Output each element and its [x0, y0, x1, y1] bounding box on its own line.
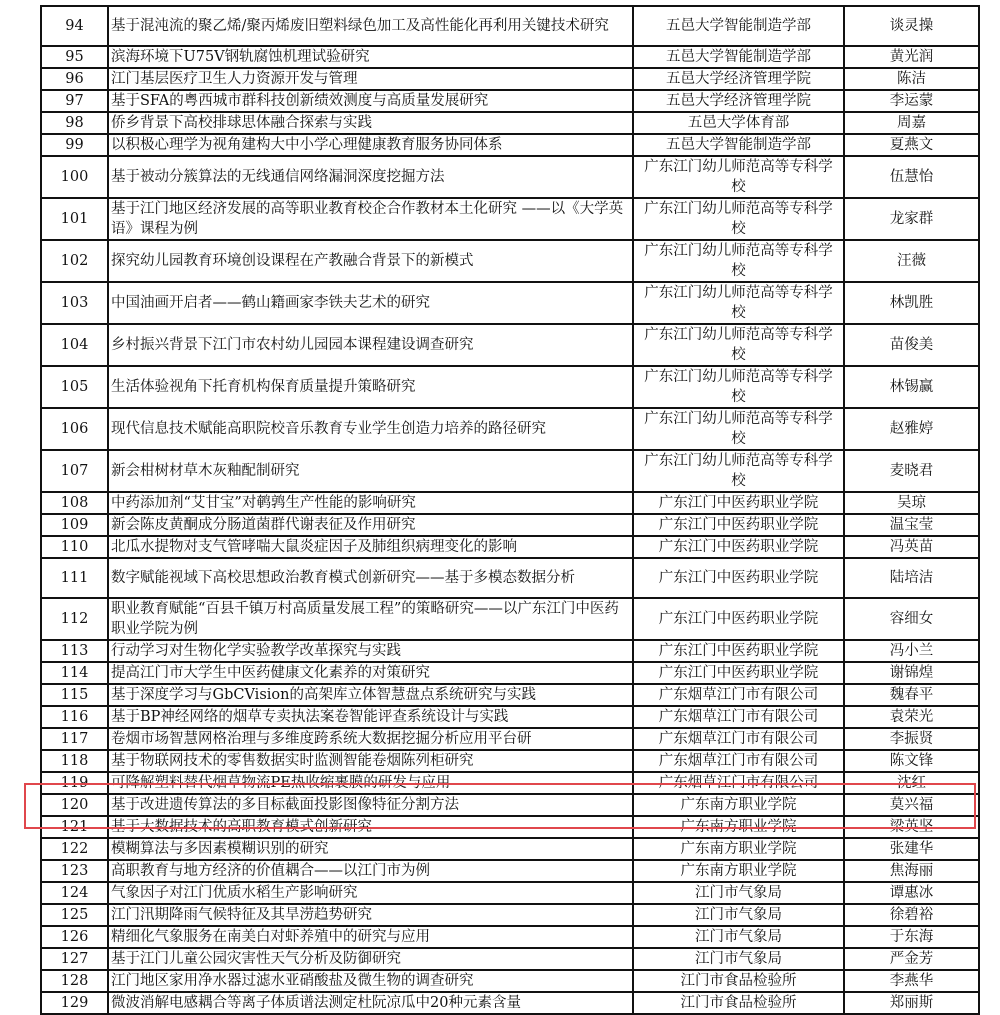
table-row [41, 558, 979, 598]
project-title: 职业教育赋能“百县千镇万村高质量发展工程”的策略研究——以广东江门中医药职业学院为例 [108, 598, 633, 640]
table-row [41, 408, 979, 450]
table-body [41, 6, 979, 1014]
project-title: 精细化气象服务在南美白对虾养殖中的研究与应用 [108, 926, 633, 948]
institution: 广东南方职业学院 [633, 794, 844, 816]
leader-name: 谢锦煌 [844, 662, 979, 684]
institution: 广东江门中医药职业学院 [633, 492, 844, 514]
table-row [41, 662, 979, 684]
row-number: 118 [41, 750, 108, 772]
leader-name: 谭惠冰 [844, 882, 979, 904]
row-number: 114 [41, 662, 108, 684]
leader-name: 温宝莹 [844, 514, 979, 536]
project-title: 基于改进遗传算法的多目标截面投影图像特征分割方法 [108, 794, 633, 816]
row-number: 103 [41, 282, 108, 324]
table-row [41, 598, 979, 640]
leader-name: 苗俊美 [844, 324, 979, 366]
row-number: 97 [41, 90, 108, 112]
row-number: 105 [41, 366, 108, 408]
table-row [41, 198, 979, 240]
leader-name: 赵雅婷 [844, 408, 979, 450]
institution: 广东南方职业学院 [633, 860, 844, 882]
leader-name: 汪薇 [844, 240, 979, 282]
table-row [41, 860, 979, 882]
leader-name: 李振贤 [844, 728, 979, 750]
leader-name: 黄光润 [844, 46, 979, 68]
leader-name: 焦海丽 [844, 860, 979, 882]
table-row [41, 706, 979, 728]
row-number: 113 [41, 640, 108, 662]
row-number: 108 [41, 492, 108, 514]
leader-name: 于东海 [844, 926, 979, 948]
leader-name: 周嘉 [844, 112, 979, 134]
row-number: 100 [41, 156, 108, 198]
row-number: 125 [41, 904, 108, 926]
leader-name: 伍慧怡 [844, 156, 979, 198]
project-title: 基于深度学习与GbCVision的高架库立体智慧盘点系统研究与实践 [108, 684, 633, 706]
table-row [41, 134, 979, 156]
institution: 广东烟草江门市有限公司 [633, 706, 844, 728]
institution: 广东江门幼儿师范高等专科学校 [633, 408, 844, 450]
institution: 广东江门幼儿师范高等专科学校 [633, 240, 844, 282]
row-number: 129 [41, 992, 108, 1014]
table-row [41, 684, 979, 706]
row-number: 123 [41, 860, 108, 882]
row-number: 127 [41, 948, 108, 970]
institution: 广东江门幼儿师范高等专科学校 [633, 156, 844, 198]
project-title: 提高江门市大学生中医药健康文化素养的对策研究 [108, 662, 633, 684]
row-number: 102 [41, 240, 108, 282]
institution: 广东烟草江门市有限公司 [633, 728, 844, 750]
row-number: 117 [41, 728, 108, 750]
leader-name: 林锡赢 [844, 366, 979, 408]
table-row [41, 728, 979, 750]
row-number: 106 [41, 408, 108, 450]
row-number: 109 [41, 514, 108, 536]
table-row [41, 882, 979, 904]
row-number: 111 [41, 558, 108, 598]
institution: 江门市食品检验所 [633, 992, 844, 1014]
institution: 广东南方职业学院 [633, 838, 844, 860]
table-row [41, 324, 979, 366]
institution: 广东江门中医药职业学院 [633, 536, 844, 558]
table-row [41, 640, 979, 662]
leader-name: 莫兴福 [844, 794, 979, 816]
institution: 五邑大学智能制造学部 [633, 46, 844, 68]
institution: 广东江门幼儿师范高等专科学校 [633, 324, 844, 366]
project-title: 行动学习对生物化学实验教学改革探究与实践 [108, 640, 633, 662]
leader-name: 郑丽斯 [844, 992, 979, 1014]
table-row [41, 926, 979, 948]
institution: 江门市食品检验所 [633, 970, 844, 992]
leader-name: 林凯胜 [844, 282, 979, 324]
row-number: 94 [41, 6, 108, 46]
table-row [41, 68, 979, 90]
table-row [41, 772, 979, 794]
table-row [41, 970, 979, 992]
row-number: 104 [41, 324, 108, 366]
table-row [41, 90, 979, 112]
row-number: 119 [41, 772, 108, 794]
leader-name: 夏燕文 [844, 134, 979, 156]
institution: 江门市气象局 [633, 882, 844, 904]
row-number: 115 [41, 684, 108, 706]
institution: 江门市气象局 [633, 926, 844, 948]
institution: 广东江门中医药职业学院 [633, 640, 844, 662]
leader-name: 徐碧裕 [844, 904, 979, 926]
project-title: 滨海环境下U75V钢轨腐蚀机理试验研究 [108, 46, 633, 68]
project-title: 生活体验视角下托育机构保育质量提升策略研究 [108, 366, 633, 408]
institution: 江门市气象局 [633, 904, 844, 926]
leader-name: 李运蒙 [844, 90, 979, 112]
institution: 广东江门幼儿师范高等专科学校 [633, 198, 844, 240]
row-number: 101 [41, 198, 108, 240]
project-title: 北瓜水提物对支气管哮喘大鼠炎症因子及肺组织病理变化的影响 [108, 536, 633, 558]
project-title: 江门汛期降雨气候特征及其旱涝趋势研究 [108, 904, 633, 926]
project-title: 卷烟市场智慧网格治理与多维度跨系统大数据挖掘分析应用平台研 [108, 728, 633, 750]
table-row [41, 948, 979, 970]
row-number: 99 [41, 134, 108, 156]
project-title: 模糊算法与多因素模糊识别的研究 [108, 838, 633, 860]
project-title: 现代信息技术赋能高职院校音乐教育专业学生创造力培养的路径研究 [108, 408, 633, 450]
project-title: 乡村振兴背景下江门市农村幼儿园园本课程建设调查研究 [108, 324, 633, 366]
institution: 五邑大学智能制造学部 [633, 6, 844, 46]
table-row [41, 240, 979, 282]
institution: 五邑大学经济管理学院 [633, 68, 844, 90]
project-title: 可降解塑料替代烟草物流PE热收缩裹膜的研发与应用 [108, 772, 633, 794]
leader-name: 陆培洁 [844, 558, 979, 598]
row-number: 107 [41, 450, 108, 492]
table-row [41, 838, 979, 860]
leader-name: 麦晓君 [844, 450, 979, 492]
project-title: 基于江门儿童公园灾害性天气分析及防御研究 [108, 948, 633, 970]
project-title: 高职教育与地方经济的价值耦合——以江门市为例 [108, 860, 633, 882]
institution: 广东江门中医药职业学院 [633, 598, 844, 640]
project-title: 微波消解电感耦合等离子体质谱法测定杜阮凉瓜中20种元素含量 [108, 992, 633, 1014]
leader-name: 张建华 [844, 838, 979, 860]
table-row [41, 112, 979, 134]
institution: 江门市气象局 [633, 948, 844, 970]
institution: 广东江门幼儿师范高等专科学校 [633, 366, 844, 408]
leader-name: 李燕华 [844, 970, 979, 992]
leader-name: 谈灵操 [844, 6, 979, 46]
institution: 广东烟草江门市有限公司 [633, 684, 844, 706]
table-row [41, 992, 979, 1014]
leader-name: 容细女 [844, 598, 979, 640]
institution: 广东江门中医药职业学院 [633, 514, 844, 536]
row-number: 98 [41, 112, 108, 134]
institution: 广东江门幼儿师范高等专科学校 [633, 450, 844, 492]
project-title: 侨乡背景下高校排球思体融合探索与实践 [108, 112, 633, 134]
row-number: 95 [41, 46, 108, 68]
table-row [41, 816, 979, 838]
leader-name: 陈洁 [844, 68, 979, 90]
leader-name: 梁英坚 [844, 816, 979, 838]
project-title: 气象因子对江门优质水稻生产影响研究 [108, 882, 633, 904]
leader-name: 冯小兰 [844, 640, 979, 662]
project-title: 基于SFA的粤西城市群科技创新绩效测度与高质量发展研究 [108, 90, 633, 112]
table-row [41, 156, 979, 198]
table-row [41, 514, 979, 536]
table-row [41, 904, 979, 926]
institution: 五邑大学经济管理学院 [633, 90, 844, 112]
project-title: 中药添加剂“艾甘宝”对鹌鹑生产性能的影响研究 [108, 492, 633, 514]
row-number: 116 [41, 706, 108, 728]
table-row [41, 492, 979, 514]
institution: 五邑大学智能制造学部 [633, 134, 844, 156]
table-row [41, 450, 979, 492]
leader-name: 魏春平 [844, 684, 979, 706]
table-row [41, 536, 979, 558]
project-title: 数字赋能视域下高校思想政治教育模式创新研究——基于多模态数据分析 [108, 558, 633, 598]
project-title: 基于BP神经网络的烟草专卖执法案卷智能评查系统设计与实践 [108, 706, 633, 728]
project-title: 新会陈皮黄酮成分肠道菌群代谢表征及作用研究 [108, 514, 633, 536]
row-number: 128 [41, 970, 108, 992]
project-title: 基于混沌流的聚乙烯/聚丙烯废旧塑料绿色加工及高性能化再利用关键技术研究 [108, 6, 633, 46]
project-title: 基于江门地区经济发展的高等职业教育校企合作教材本土化研究 ——以《大学英语》课程为例 [108, 198, 633, 240]
project-title: 以积极心理学为视角建构大中小学心理健康教育服务协同体系 [108, 134, 633, 156]
leader-name: 袁荣光 [844, 706, 979, 728]
table-row [41, 750, 979, 772]
project-title: 探究幼儿园教育环境创设课程在产教融合背景下的新模式 [108, 240, 633, 282]
institution: 广东江门幼儿师范高等专科学校 [633, 282, 844, 324]
institution: 五邑大学体育部 [633, 112, 844, 134]
institution: 广东江门中医药职业学院 [633, 662, 844, 684]
institution: 广东烟草江门市有限公司 [633, 772, 844, 794]
project-title: 基于被动分簇算法的无线通信网络漏洞深度挖掘方法 [108, 156, 633, 198]
row-number: 96 [41, 68, 108, 90]
row-number: 126 [41, 926, 108, 948]
table-row [41, 282, 979, 324]
table-row [41, 794, 979, 816]
project-title: 江门基层医疗卫生人力资源开发与管理 [108, 68, 633, 90]
leader-name: 冯英苗 [844, 536, 979, 558]
row-number: 122 [41, 838, 108, 860]
row-number: 124 [41, 882, 108, 904]
row-number: 110 [41, 536, 108, 558]
leader-name: 陈文锋 [844, 750, 979, 772]
leader-name: 吴琼 [844, 492, 979, 514]
table-row [41, 366, 979, 408]
leader-name: 严金芳 [844, 948, 979, 970]
institution: 广东江门中医药职业学院 [633, 558, 844, 598]
project-title: 基于物联网技术的零售数据实时监测智能卷烟陈列柜研究 [108, 750, 633, 772]
institution: 广东南方职业学院 [633, 816, 844, 838]
project-title: 江门地区家用净水器过滤水亚硝酸盐及微生物的调查研究 [108, 970, 633, 992]
project-title: 基于大数据技术的高职教育模式创新研究 [108, 816, 633, 838]
project-title: 新会柑树材草木灰釉配制研究 [108, 450, 633, 492]
table-row [41, 6, 979, 46]
project-title: 中国油画开启者——鹤山籍画家李铁夫艺术的研究 [108, 282, 633, 324]
row-number: 121 [41, 816, 108, 838]
leader-name: 沈红 [844, 772, 979, 794]
leader-name: 龙家群 [844, 198, 979, 240]
row-number: 112 [41, 598, 108, 640]
table-row [41, 46, 979, 68]
institution: 广东烟草江门市有限公司 [633, 750, 844, 772]
project-list-table [40, 5, 980, 1015]
row-number: 120 [41, 794, 108, 816]
